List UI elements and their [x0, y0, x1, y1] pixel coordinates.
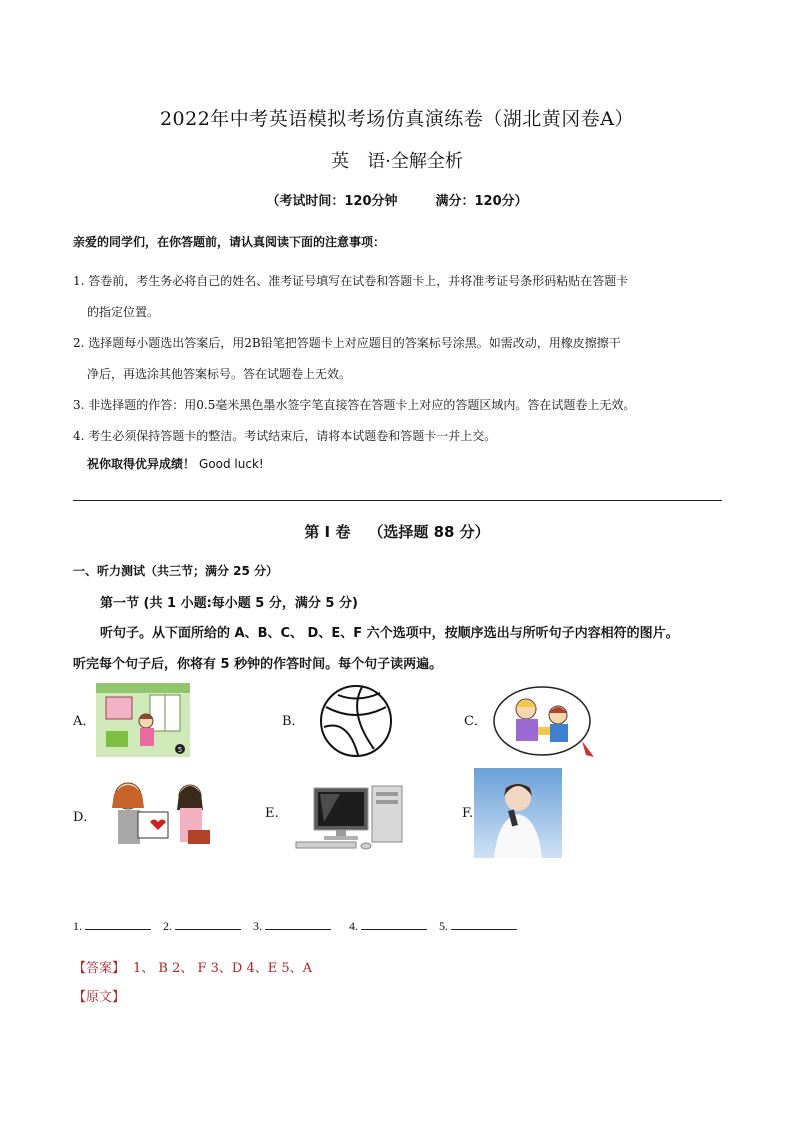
wish-cn: 祝你取得优异成绩！: [87, 457, 196, 471]
blank-2: 2.: [163, 919, 245, 933]
subtitle-subject: 英: [331, 151, 350, 172]
notice-item-1: [73, 266, 723, 328]
option-c-label: C．: [464, 714, 487, 729]
section-title: [0, 521, 794, 542]
answer-line: [73, 957, 312, 976]
option-a-picture: [96, 683, 190, 757]
blank-1: 1.: [73, 919, 155, 933]
wish-en: Good luck!: [199, 457, 264, 471]
option-f-picture: [474, 768, 562, 858]
notice-greeting: 亲爱的同学们，在你答题前，请认真阅读下面的注意事项：: [73, 235, 386, 249]
blank-5: 5.: [439, 919, 521, 933]
option-d-picture: [100, 774, 216, 854]
exam-score: 满分：120分）: [435, 194, 528, 209]
notice-item-1-line-2: 的指定位置。: [87, 305, 160, 319]
notice-item-2-line-2: 净后，再选涂其他答案标号。答在试题卷上无效。: [87, 367, 352, 381]
notice-item-1-line-1: 1. 答卷前，考生务必将自己的姓名、准考证号填写在试卷和答题卡上，并将准考证号条形码粘贴在答题卡: [73, 274, 629, 288]
svg-text:5: 5: [177, 746, 183, 754]
section-volume: 第 I 卷: [304, 523, 351, 541]
page-title: 2022年中考英语模拟考场仿真演练卷（湖北黄冈卷A）: [159, 108, 635, 130]
listening-heading: 一、听力测试（共三节；满分 25 分）: [73, 564, 279, 578]
answer-blanks: [73, 918, 529, 934]
blank-3: 3.: [253, 919, 335, 933]
part1-heading: 第一节 (共 1 小题:每小题 5 分，满分 5 分): [100, 596, 358, 611]
option-e-label: E.: [265, 806, 279, 821]
exam-info: [0, 190, 794, 209]
notice-item-4: 4. 考生必须保持答题卡的整洁。考试结束后，请将本试题卷和答题卡一并上交。: [73, 429, 497, 443]
section-type: （选择题 88 分）: [368, 523, 490, 541]
notice-item-2: [73, 328, 723, 390]
answer-label: 【答案】: [73, 961, 126, 976]
option-c-picture: [490, 683, 598, 759]
option-b-picture: [318, 683, 394, 759]
origin-label: 【原文】: [73, 990, 126, 1005]
option-f-label: F.: [462, 806, 474, 821]
page-subtitle: [0, 147, 794, 173]
option-a-label: A．: [73, 714, 96, 729]
notice-item-3: 3. 非选择题的作答：用0.5毫米黑色墨水签字笔直接答在答题卡上对应的答题区域内。答在试题卷上无效。: [73, 398, 636, 412]
option-b-label: B．: [282, 714, 305, 729]
divider-line: [73, 500, 722, 501]
wish-line: [87, 455, 264, 472]
instruction-line-2: 听完每个句子后，你将有 5 秒钟的作答时间。每个句子读两遍。: [73, 657, 443, 672]
notice-item-2-line-1: 2. 选择题每小题选出答案后，用2B铅笔把答题卡上对应题目的答案标号涂黑。如需改动，用橡皮擦擦干: [73, 336, 621, 350]
exam-time: （考试时间：120分钟: [266, 194, 398, 209]
answer-value: 1、 B 2、 F 3、D 4、E 5、A: [133, 961, 313, 976]
instruction-line-1: 听句子。从下面所给的 A、B、C、 D、E、F 六个选项中，按顺序选出与所听句子内容相符的图片。: [100, 626, 679, 641]
subtitle-rest: 语·全解全析: [367, 151, 463, 172]
blank-4: 4.: [349, 919, 431, 933]
option-e-picture: [294, 784, 408, 850]
option-d-label: D．: [73, 810, 97, 825]
